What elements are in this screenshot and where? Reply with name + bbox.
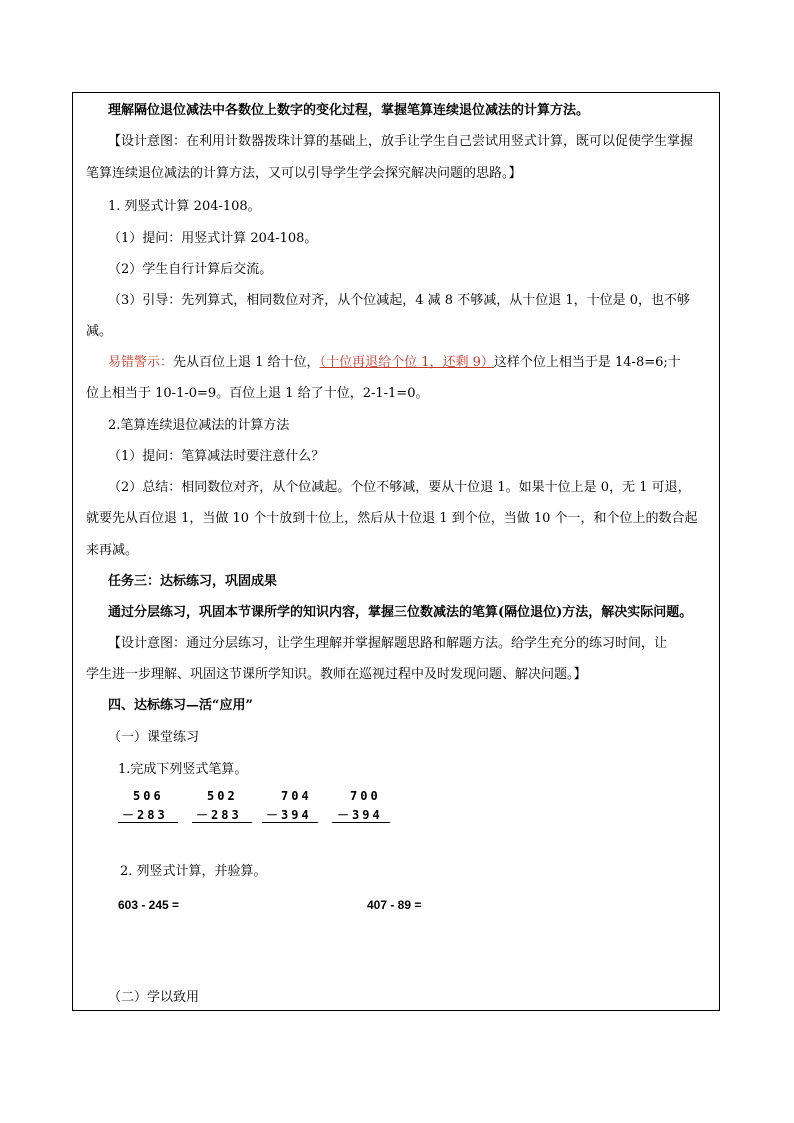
minuend: 502 [207, 789, 238, 803]
minuend: 506 [133, 789, 164, 803]
answer-line [118, 822, 178, 823]
classroom-practice-heading: （一）课堂练习 [108, 730, 200, 745]
practice-2-text: 2. 列竖式计算，并验算。 [120, 864, 267, 879]
practice-1-text: 1.完成下列竖式笔算。 [118, 762, 248, 777]
step-question: （1）提问：用竖式计算 204-108。 [108, 231, 318, 246]
minuend: 704 [281, 789, 312, 803]
subtrahend: －394 [266, 808, 312, 822]
step-guide-line-2: 减。 [86, 324, 113, 339]
step-guide-line-1: （3）引导：先列算式，相同数位对齐，从个位减起，4 减 8 不够减，从十位退 1，十位是 0，也不够 [108, 293, 691, 308]
subtrahend: －394 [337, 808, 383, 822]
subtrahend: －283 [122, 808, 168, 822]
answer-line [192, 822, 252, 823]
summary-line-3: 来再减。 [86, 543, 139, 558]
minuend: 700 [350, 789, 381, 803]
objective-text: 理解隔位退位减法中各数位上数字的变化过程，掌握笔算连续退位减法的计算方法。 [108, 103, 590, 118]
warning-text-a: 先从百位上退 1 给十位， [173, 355, 320, 370]
answer-line [332, 822, 390, 823]
section-four-heading: 四、达标练习—活“应用” [108, 698, 253, 713]
method-heading: 2.笔算连续退位减法的计算方法 [108, 418, 290, 433]
answer-line [262, 822, 318, 823]
method-question: （1）提问：笔算减法时要注意什么？ [108, 449, 325, 464]
design-intent-line-2: 笔算连续退位减法的计算方法，又可以引导学生学会探究解决问题的思路。】 [86, 166, 522, 181]
task-three-heading: 任务三：达标练习，巩固成果 [108, 574, 278, 589]
exercise-1-heading: 1. 列竖式计算 204-108。 [108, 199, 261, 214]
summary-line-1: （2）总结：相同数位对齐，从个位减起。个位不够减，要从十位退 1。如果十位上是 0，无 1 可退， [108, 480, 691, 495]
design-intent-2-line-1: 【设计意图：通过分层练习，让学生理解并掌握解题思路和解题方法。给学生充分的练习时间，让 [108, 636, 668, 651]
step-self-compute: （2）学生自行计算后交流。 [108, 262, 273, 277]
design-intent-line-1: 【设计意图：在利用计数器拨珠计算的基础上，放手让学生自己尝试用竖式计算，既可以促使学生掌握 [108, 134, 694, 149]
warning-label: 易错警示： [108, 355, 174, 370]
warning-note: （十位再退给个位 1，还剩 9） [319, 355, 494, 370]
subtrahend: －283 [196, 808, 242, 822]
equation-1: 603 - 245 = [118, 898, 180, 912]
apply-learning-heading: （二）学以致用 [108, 990, 200, 1005]
design-intent-2-line-2: 学生进一步理解、巩固这节课所学知识。教师在巡视过程中及时发现问题、解决问题。】 [86, 667, 587, 682]
warning-text-b: 这样个位上相当于是 14-8=6;十 [493, 355, 681, 370]
task-three-goal: 通过分层练习，巩固本节课所学的知识内容，掌握三位数减法的笔算(隔位退位)方法，解决实际问题。 [108, 605, 693, 620]
warning-line-2: 位上相当于 10-1-0=9。百位上退 1 给了十位，2-1-1=0。 [86, 386, 429, 401]
equation-2: 407 - 89 = [367, 898, 422, 912]
warning-line-1 [108, 355, 738, 371]
summary-line-2: 就要先从百位退 1，当做 10 个十放到十位上，然后从十位退 1 到个位，当做 10 个一，和个位上的数合起 [86, 511, 698, 526]
